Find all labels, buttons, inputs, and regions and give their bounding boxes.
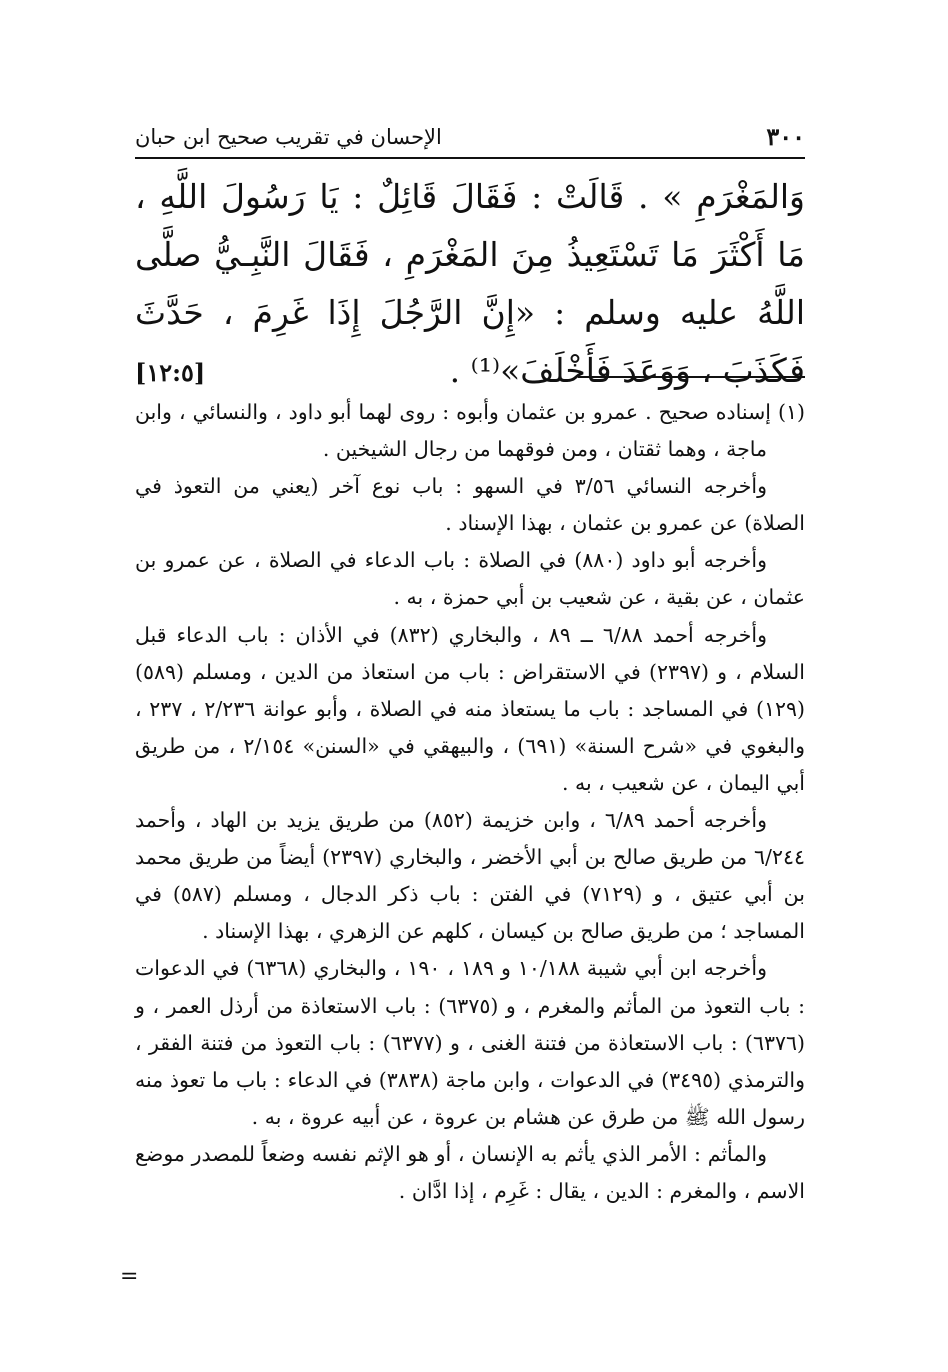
footnotes xyxy=(135,394,805,1210)
header-rule xyxy=(135,157,805,159)
continuation-mark: = xyxy=(120,1264,139,1289)
hadith-paragraph xyxy=(135,168,805,400)
hadith-body: وَالمَغْرَمِ » . قَالَتْ : فَقَالَ قَائِلٌ : يَا رَسُولَ اللَّهِ ، مَا أَكْثَرَ مَا تَسْتَعِيذُ مِنَ المَغْرَمِ ، فَقَالَ النَّبِـيُّ صلَّى اللَّهُ عليه وسلم : «إِنَّ الرَّجُلَ إِذَا غَرِمَ ، حَدَّثَ فَكَذَبَ ، وَوَعَدَ فَأَخْلَفَ»⁽¹⁾ . xyxy=(135,177,805,390)
footnote-paragraph: (١) إسناده صحيح . عمرو بن عثمان وأبوه : روى لهما أبو داود ، والنسائي ، وابن ماجة ، وهما ثقتان ، ومن فوقهما من رجال الشيخين . xyxy=(135,400,805,462)
running-title: الإحسان في تقريب صحيح ابن حبان xyxy=(135,125,442,149)
footnote-paragraph: وأخرجه أبو داود (٨٨٠) في الصلاة : باب الدعاء في الصلاة ، عن عمرو بن عثمان ، عن بقية ، عن شعيب بن أبي حمزة ، به . xyxy=(135,548,805,610)
page-number: ٣٠٠ xyxy=(766,122,805,151)
footnote-paragraph: وأخرجه أحمد ٦/٨٩ ، وابن خزيمة (٨٥٢) من طريق يزيد بن الهاد ، وأحمد ٦/٢٤٤ من طريق صالح بن أبي الأخضر ، والبخاري (٢٣٩٧) أيضاً من طريق محمد بن أبي عتيق ، و (٧١٢٩) في الفتن : باب ذكر الدجال ، ومسلم (٥٨٧) في المساجد ؛ من طريق صالح بن كيسان ، كلهم عن الزهري ، بهذا الإسناد . xyxy=(135,808,805,944)
footnote-paragraph: والمأثم : الأمر الذي يأثم به الإنسان ، أو هو الإثم نفسه وضعاً للمصدر موضع الاسم ، والمغرم : الدين ، يقال : غَرِم ، إذا ادَّان . xyxy=(135,1141,805,1203)
hadith-text xyxy=(135,168,805,402)
hadith-reference: [١٢:٥] xyxy=(135,358,206,387)
footnote-rule xyxy=(578,376,805,378)
footnote-paragraph: وأخرجه ابن أبي شيبة ١٠/١٨٨ و ١٨٩ ، ١٩٠ ، والبخاري (٦٣٦٨) في الدعوات : باب التعوذ من المأثم والمغرم ، و (٦٣٧٥) : باب الاستعاذة من أرذل العمر ، و (٦٣٧٦) : باب الاستعاذة من فتنة الغنى ، و (٦٣٧٧) : باب التعوذ من فتنة الفقر ، والترمذي (٣٤٩٥) في الدعوات ، وابن ماجة (٣٨٣٨) في الدعاء : باب ما تعوذ منه رسول الله ﷺ من طرق عن هشام بن عروة ، عن أبيه عروة ، به . xyxy=(135,956,805,1129)
footnote-paragraph: وأخرجه النسائي ٣/٥٦ في السهو : باب نوع آخر (يعني من التعوذ في الصلاة) عن عمرو بن عثمان ، بهذا الإسناد . xyxy=(135,474,805,536)
footnote-paragraph: وأخرجه أحمد ٦/٨٨ ــ ٨٩ ، والبخاري (٨٣٢) في الأذان : باب الدعاء قبل السلام ، و (٢٣٩٧) في الاستقراض : باب من استعاذ من الدين ، ومسلم (٥٨٩)(١٢٩) في المساجد : باب ما يستعاذ منه في الصلاة ، وأبو عوانة ٢/٢٣٦ ، ٢٣٧ ، والبغوي في «شرح السنة» (٦٩١) ، والبيهقي في «السنن» ٢/١٥٤ ، من طريق أبي اليمان ، عن شعيب ، به . xyxy=(135,622,806,795)
running-header xyxy=(135,112,805,152)
